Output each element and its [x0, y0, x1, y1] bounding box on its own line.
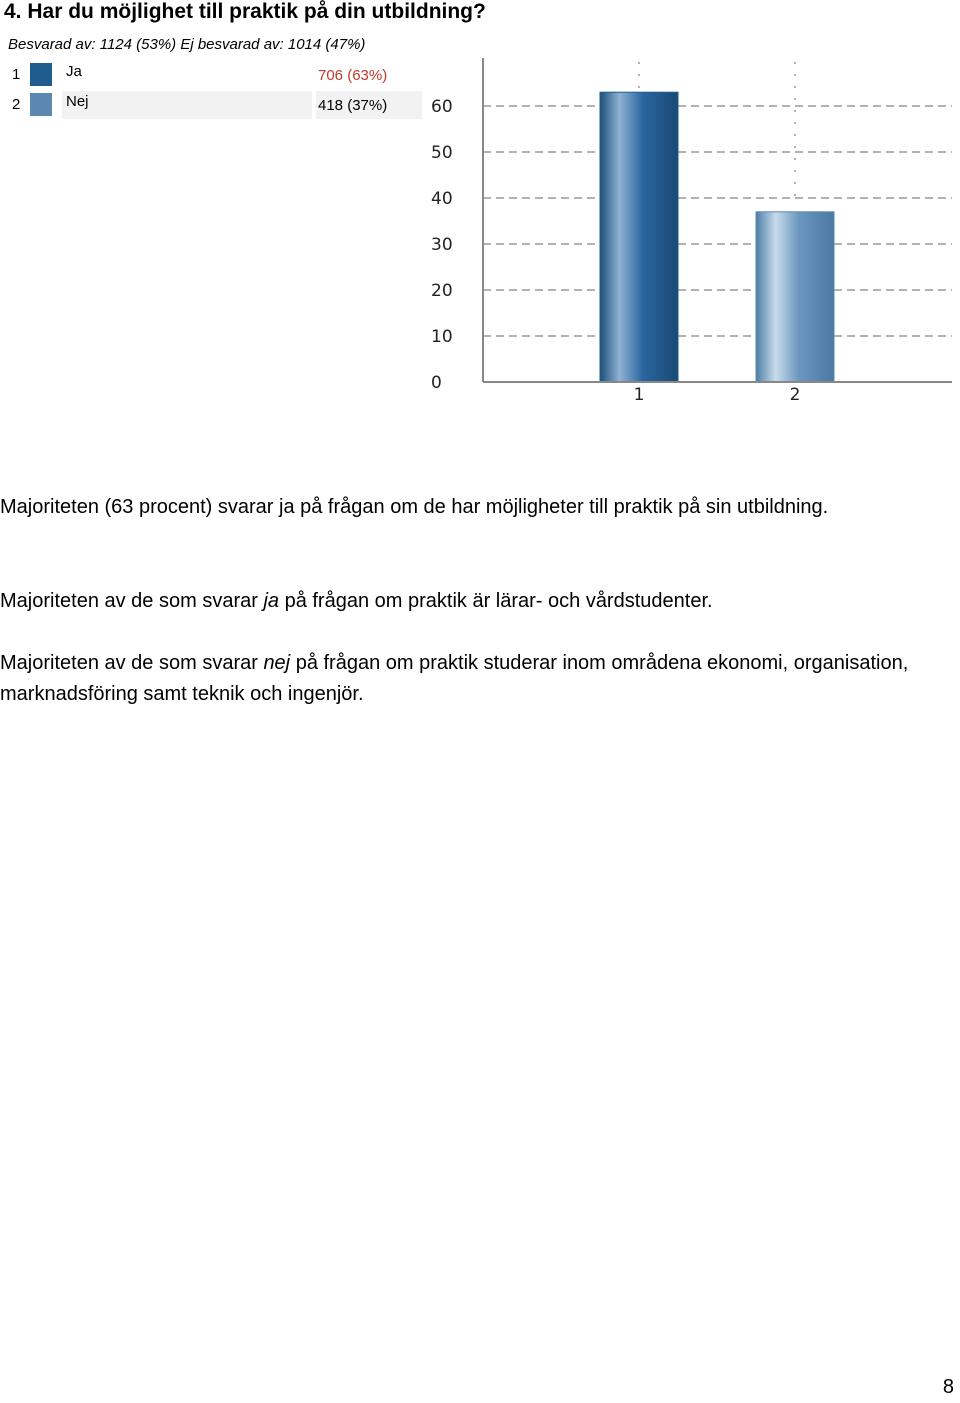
- emphasis-text: nej: [263, 652, 291, 674]
- emphasis-text: ja: [263, 590, 280, 612]
- y-tick-label: 60: [431, 97, 453, 117]
- legend-value: 706 (63%): [318, 67, 388, 84]
- paragraph-1: [0, 492, 940, 523]
- x-tick-label: 1: [633, 385, 645, 405]
- response-summary: Besvarad av: 1124 (53%) Ej besvarad av: 1014 (47%): [8, 36, 366, 53]
- legend-label: Ja: [66, 63, 82, 80]
- y-tick-label: 10: [431, 327, 453, 347]
- legend-label: Nej: [66, 93, 89, 110]
- y-tick-label: 50: [431, 143, 453, 163]
- bar-2: [756, 212, 834, 382]
- y-tick-label: 30: [431, 235, 453, 255]
- bar-1: [600, 92, 678, 382]
- paragraph-text: på frågan om praktik studerar inom områdena ekonomi, organisation, marknadsföring samt teknik och ingenjör.: [0, 652, 909, 705]
- question-title: 4. Har du möjlighet till praktik på din utbildning?: [4, 0, 486, 23]
- paragraph-2: [0, 586, 940, 617]
- paragraph-text: Majoriteten av de som svarar: [0, 652, 264, 674]
- paragraph-text: på frågan om praktik är lärar- och vårdstudenter.: [279, 590, 713, 612]
- bar-chart: [0, 0, 960, 420]
- legend-value: 418 (37%): [318, 97, 388, 114]
- paragraph-text: Majoriteten (63 procent) svarar ja på frågan om de har möjligheter till praktik på sin utbildning.: [0, 496, 829, 518]
- paragraph-3: [0, 648, 940, 710]
- y-tick-label: 0: [431, 373, 442, 393]
- legend-number: 1: [12, 66, 21, 83]
- y-tick-label: 40: [431, 189, 453, 209]
- paragraph-text: Majoriteten av de som svarar: [0, 590, 264, 612]
- legend-number: 2: [12, 96, 21, 113]
- y-tick-label: 20: [431, 281, 453, 301]
- x-tick-label: 2: [789, 385, 801, 405]
- page-number: 8: [942, 1376, 954, 1398]
